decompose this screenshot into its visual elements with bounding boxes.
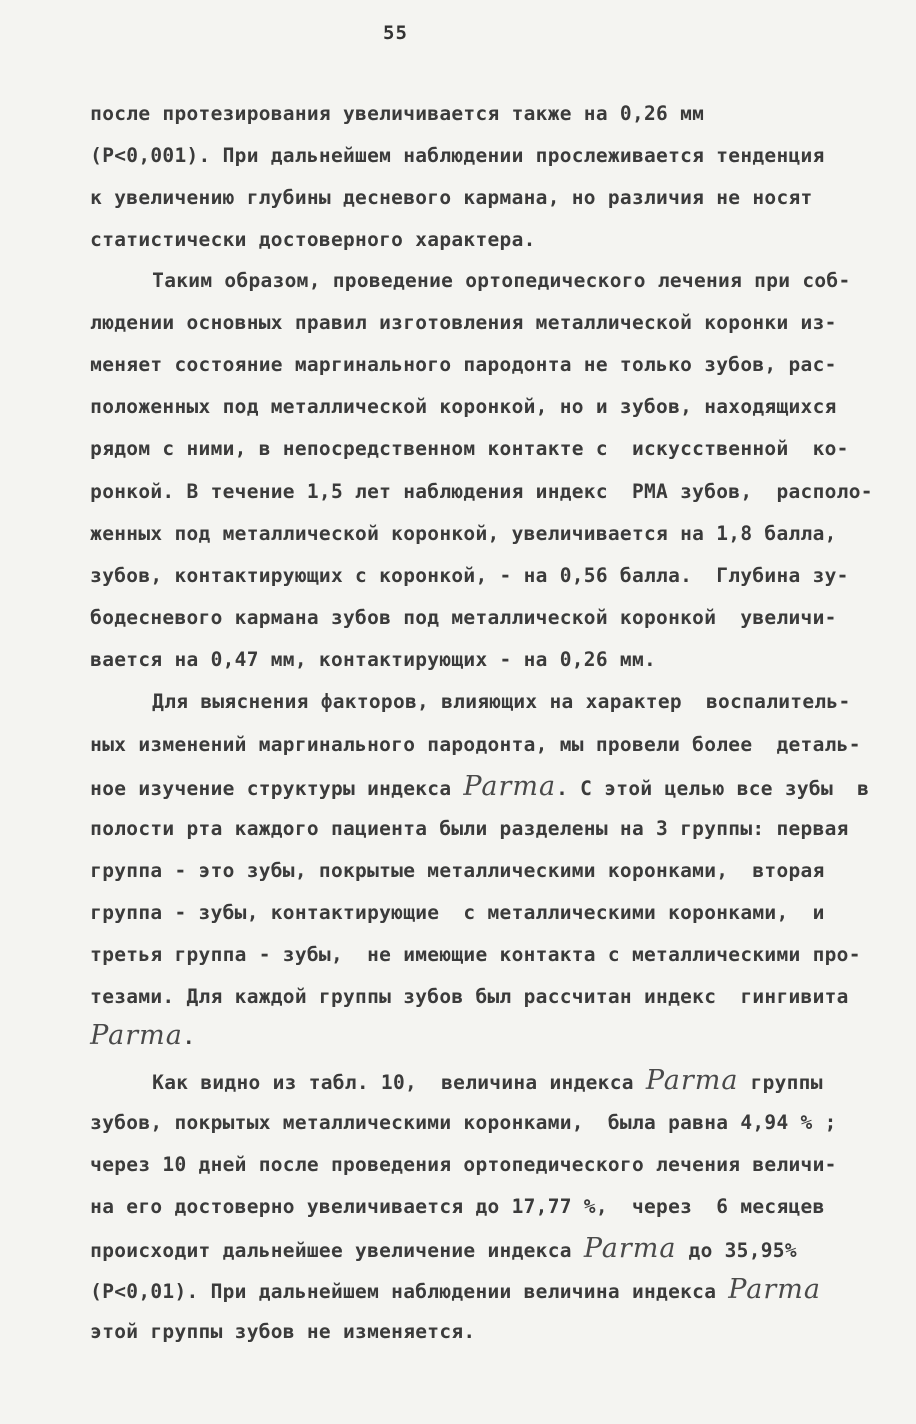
text-segment: после протезирования увеличивается также на 0,26 мм bbox=[90, 102, 705, 125]
text-segment: на его достоверно увеличивается до 17,77 %, через 6 месяцев bbox=[90, 1195, 825, 1218]
text-segment: . С этой целью все зубы в bbox=[556, 777, 870, 800]
text-segment: Для выяснения факторов, влияющих на характер воспалитель- bbox=[152, 690, 851, 713]
text-segment: (P<0,01). При дальнейшем наблюдении величина индекса bbox=[90, 1280, 729, 1303]
text-segment: людении основных правил изготовления металлической коронки из- bbox=[90, 311, 837, 334]
handwritten-index-name: Parma bbox=[645, 1065, 739, 1096]
text-segment: Как видно из табл. 10, величина индекса bbox=[152, 1071, 646, 1094]
text-segment: группы bbox=[738, 1071, 823, 1094]
text-line bbox=[42, 1296, 475, 1368]
text-segment: вается на 0,47 мм, контактирующих - на 0,26 мм. bbox=[90, 648, 657, 671]
text-segment: положенных под металлической коронкой, но и зубов, находящихся bbox=[90, 395, 837, 418]
text-segment: . bbox=[182, 1026, 195, 1049]
text-segment: (P<0,001). При дальнейшем наблюдении прослеживается тенденция bbox=[90, 144, 825, 167]
text-segment: Таким образом, проведение ортопедического лечения при соб- bbox=[152, 269, 851, 292]
text-segment: женных под металлической коронкой, увеличивается на 1,8 балла, bbox=[90, 522, 837, 545]
text-segment: третья группа - зубы, не имеющие контакта с металлическими про- bbox=[90, 943, 861, 966]
handwritten-index-name: Parma bbox=[583, 1233, 677, 1264]
text-segment: происходит дальнейшее увеличение индекса bbox=[90, 1239, 584, 1262]
text-segment: статистически достоверного характера. bbox=[90, 228, 536, 251]
text-segment: тезами. Для каждой группы зубов был рассчитан индекс гингивита bbox=[90, 985, 849, 1008]
handwritten-index-name: Parma bbox=[90, 1020, 183, 1051]
handwritten-index-name: Parma bbox=[463, 771, 557, 802]
text-segment: ных изменений маргинального пародонта, мы провели более деталь- bbox=[90, 733, 861, 756]
handwritten-index-name: Parma bbox=[728, 1274, 821, 1305]
text-segment: группа - это зубы, покрытые металлическими коронками, вторая bbox=[90, 859, 825, 882]
text-segment: до 35,95% bbox=[676, 1239, 797, 1262]
text-segment: ное изучение структуры индекса bbox=[90, 777, 464, 800]
text-segment: рядом с ними, в непосредственном контакте с искусственной ко- bbox=[90, 437, 849, 460]
text-segment: группа - зубы, контактирующие с металлическими коронками, и bbox=[90, 901, 825, 924]
text-segment: бодесневого кармана зубов под металлической коронкой увеличи- bbox=[90, 606, 837, 629]
text-segment: зубов, покрытых металлическими коронками, была равна 4,94 % ; bbox=[90, 1111, 837, 1134]
text-segment: ронкой. В течение 1,5 лет наблюдения индекс РМА зубов, располо- bbox=[90, 480, 873, 503]
page-number: 55 bbox=[383, 22, 408, 44]
text-segment: полости рта каждого пациента были разделены на 3 группы: первая bbox=[90, 817, 849, 840]
text-segment: зубов, контактирующих с коронкой, - на 0,56 балла. Глубина зу- bbox=[90, 564, 849, 587]
text-segment: этой группы зубов не изменяется. bbox=[90, 1320, 476, 1343]
text-segment: к увеличению глубины десневого кармана, но различия не носят bbox=[90, 186, 813, 209]
text-segment: меняет состояние маргинального пародонта не только зубов, рас- bbox=[90, 353, 837, 376]
text-segment: через 10 дней после проведения ортопедического лечения величи- bbox=[90, 1153, 837, 1176]
